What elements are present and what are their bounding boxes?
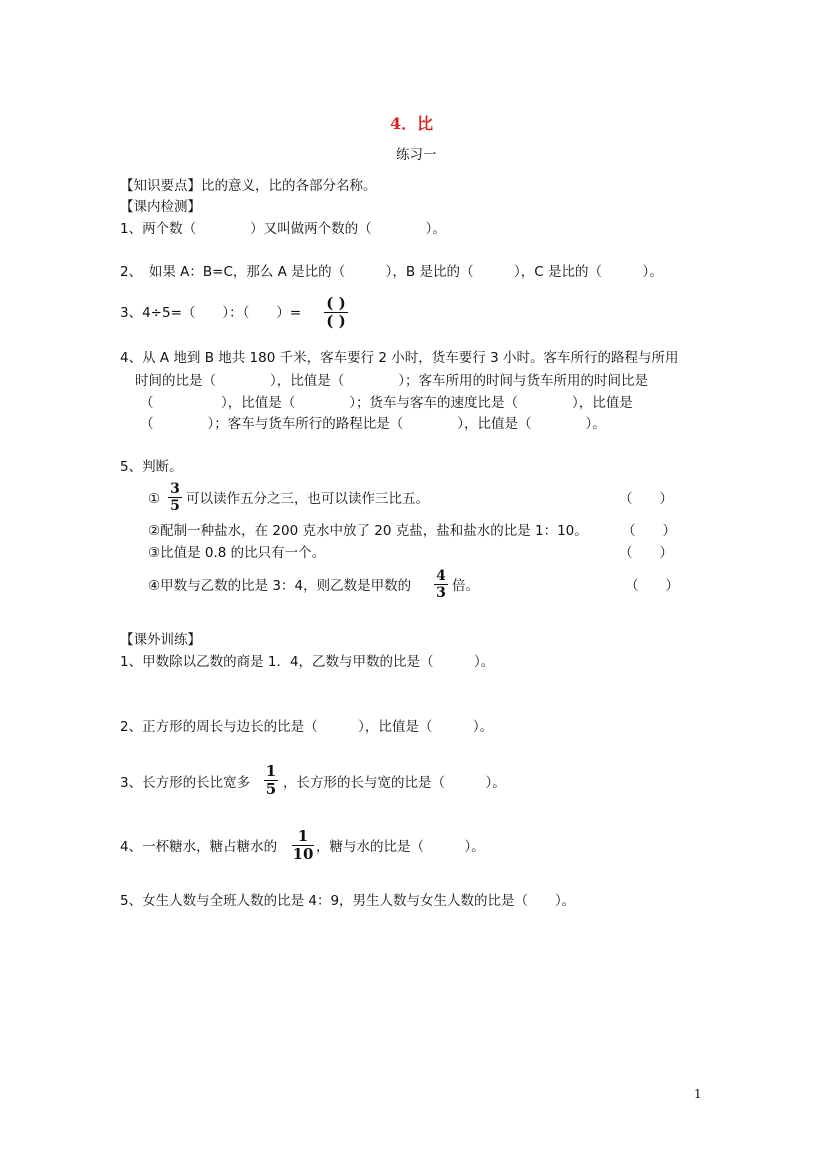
exercise-2: 2、正方形的周长与边长的比是（ ），比值是（ ）。 — [120, 719, 494, 735]
exercise-4-fraction-numerator: 1 — [297, 827, 309, 845]
question-4-line-4: （ ）；客车与货车所行的路程比是（ ），比值是（ ）。 — [140, 416, 606, 432]
q3-fraction — [324, 296, 348, 329]
in-class-header: 【课内检测】 — [120, 199, 201, 215]
page-title: 4．比 — [390, 114, 434, 133]
page-number: 1 — [694, 1087, 702, 1101]
page-subtitle: 练习一 — [396, 147, 437, 163]
judge-4-text: ④甲数与乙数的比是 3：4，则乙数是甲数的 — [148, 578, 412, 594]
question-2: 2、 如果 A：B=C，那么 A 是比的（ ），B 是比的（ ），C 是比的（ ）。 — [120, 264, 663, 280]
question-4-line-1: 4、从 A 地到 B 地共 180 千米，客车要行 2 小时，货车要行 3 小时。客车所行的路程与所用 — [120, 350, 679, 366]
after-class-header: 【课外训练】 — [120, 632, 201, 648]
judge-1-answer: （ ） — [619, 491, 673, 507]
exercise-4-fraction — [292, 829, 314, 862]
exercise-4-prefix: 4、一杯糖水，糖占糖水的 — [120, 839, 278, 855]
judge-3-text: ③比值是 0.8 的比只有一个。 — [148, 545, 326, 561]
judge-1-fraction-denominator: 5 — [170, 498, 180, 514]
question-3: 3、4÷5=（ ）：（ ）= — [120, 305, 302, 321]
judge-1-fraction — [168, 482, 182, 513]
judge-1-marker: ① — [148, 491, 161, 507]
question-1: 1、两个数（ ）又叫做两个数的（ ）。 — [120, 221, 446, 237]
judge-4-suffix: 倍。 — [452, 578, 479, 594]
key-points: 【知识要点】比的意义，比的各部分名称。 — [120, 178, 377, 194]
judge-4-answer: （ ） — [625, 578, 679, 594]
q3-fraction-numerator: ( ) — [326, 294, 346, 312]
question-4-line-3: （ ），比值是（ ）；货车与客车的速度比是（ ），比值是 — [140, 395, 633, 411]
q3-fraction-denominator: ( ) — [326, 312, 346, 330]
exercise-3-prefix: 3、长方形的长比宽多 — [120, 775, 251, 791]
judge-2-text: ②配制一种盐水，在 200 克水中放了 20 克盐，盐和盐水的比是 1：10。 — [148, 523, 588, 539]
judge-3-answer: （ ） — [619, 545, 673, 561]
exercise-3-suffix: ，长方形的长与宽的比是（ ）。 — [283, 775, 506, 791]
exercise-5: 5、女生人数与全班人数的比是 4：9，男生人数与女生人数的比是（ ）。 — [120, 893, 576, 909]
exercise-4-suffix: ，糖与水的比是（ ）。 — [316, 839, 485, 855]
exercise-4-fraction-denominator: 10 — [292, 845, 314, 863]
judge-4-fraction-numerator: 4 — [436, 568, 446, 584]
question-5-header: 5、判断。 — [120, 459, 183, 475]
exercise-3-fraction — [264, 764, 278, 797]
exercise-3-fraction-denominator: 5 — [265, 780, 277, 798]
judge-4-fraction-denominator: 3 — [436, 585, 446, 601]
judge-1-text: 可以读作五分之三，也可以读作三比五。 — [186, 491, 429, 507]
judge-1-fraction-numerator: 3 — [170, 481, 180, 497]
question-4-line-2: 时间的比是（ ），比值是（ ）；客车所用的时间与货车所用的时间比是 — [135, 373, 648, 389]
judge-2-answer: （ ） — [622, 523, 676, 539]
judge-4-fraction — [434, 569, 448, 600]
exercise-1: 1、甲数除以乙数的商是 1．4，乙数与甲数的比是（ ）。 — [120, 654, 495, 670]
exercise-3-fraction-numerator: 1 — [265, 762, 277, 780]
